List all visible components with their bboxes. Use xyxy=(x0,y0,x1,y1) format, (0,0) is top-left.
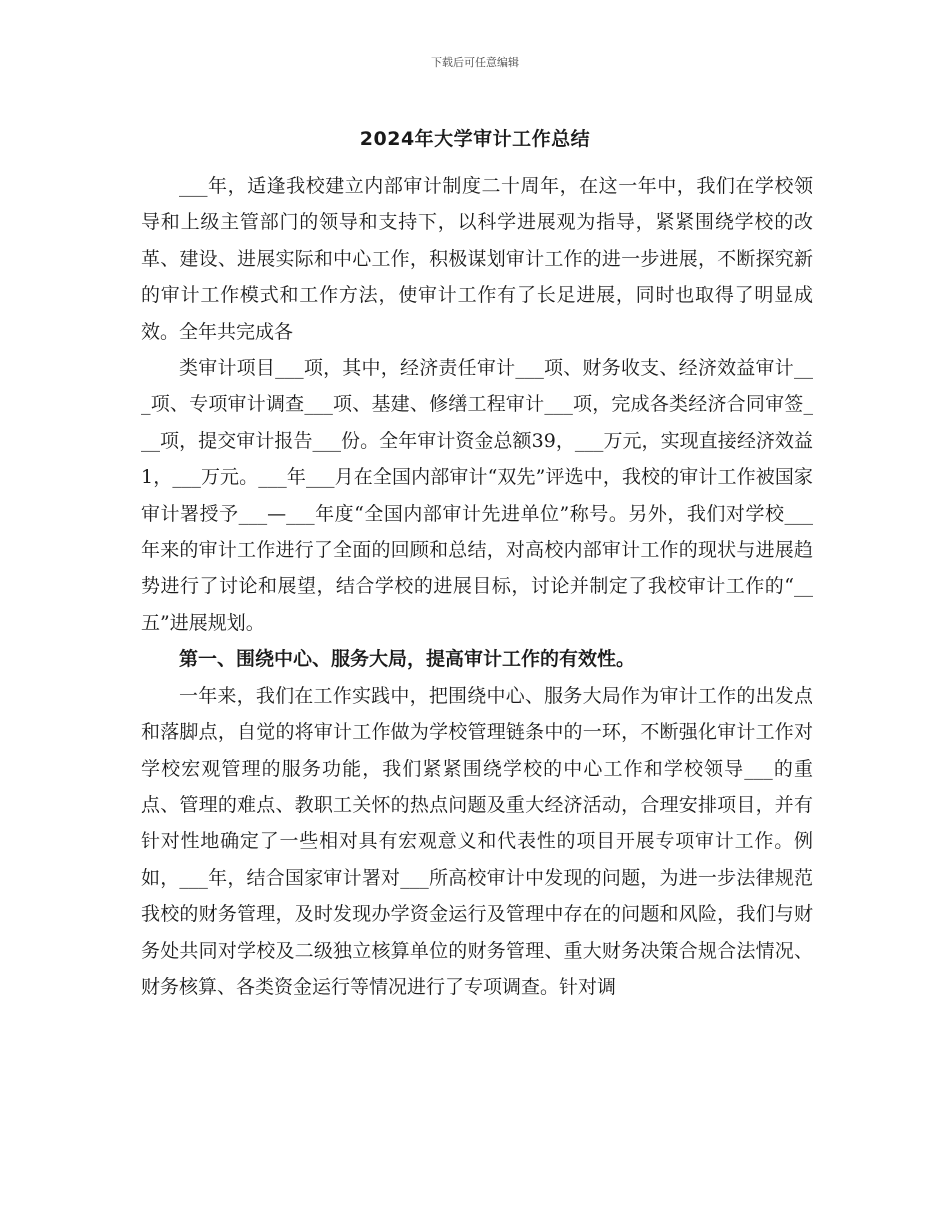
paragraph-statistics: 类审计项目___项，其中，经济责任审计___项、财务收支、经济效益审计___项、专项审计调查___项、基建、修缮工程审计___项，完成各类经济合同审签___项，提交审计报告___份。全年审计资金总额39，___万元，实现直接经济效益1，___万元。___年___月在全国内部审计“双先”评选中，我校的审计工作被国家审计署授予___—___年度“全国内部审计先进单位”称号。另外，我们对学校___年来的审计工作进行了全面的回顾和总结，对高校内部审计工作的现状与进展趋势进行了讨论和展望，结合学校的进展目标，讨论并制定了我校审计工作的“__五”进展规划。 xyxy=(141,357,813,634)
document-body xyxy=(141,168,813,1005)
header-note: 下载后可任意编辑 xyxy=(431,56,519,69)
paragraph-section-one: 一年来，我们在工作实践中，把围绕中心、服务大局作为审计工作的出发点和落脚点，自觉的将审计工作做为学校管理链条中的一环，不断强化审计工作对学校宏观管理的服务功能，我们紧紧围绕学校的中心工作和学校领导___的重点、管理的难点、教职工关怀的热点问题及重大经济活动，合理安排项目，并有针对性地确定了一些相对具有宏观意义和代表性的项目开展专项审计工作。例如，___年，结合国家审计署对___所高校审计中发现的问题，为进一步法律规范我校的财务管理，及时发现办学资金运行及管理中存在的问题和风险，我们与财务处共同对学校及二级独立核算单位的财务管理、重大财务决策合规合法情况、财务核算、各类资金运行等情况进行了专项调查。针对调 xyxy=(141,684,813,998)
document-title: 2024年大学审计工作总结 xyxy=(359,128,591,150)
paragraph-intro: ___年，适逢我校建立内部审计制度二十周年，在这一年中，我们在学校领导和上级主管部门的领导和支持下，以科学进展观为指导，紧紧围绕学校的改革、建设、进展实际和中心工作，积极谋划审计工作的进一步进展，不断探究新的审计工作模式和工作方法，使审计工作有了长足进展，同时也取得了明显成效。全年共完成各 xyxy=(141,175,813,343)
section-heading: 第一、围绕中心、服务大局，提高审计工作的有效性。 xyxy=(179,648,636,671)
